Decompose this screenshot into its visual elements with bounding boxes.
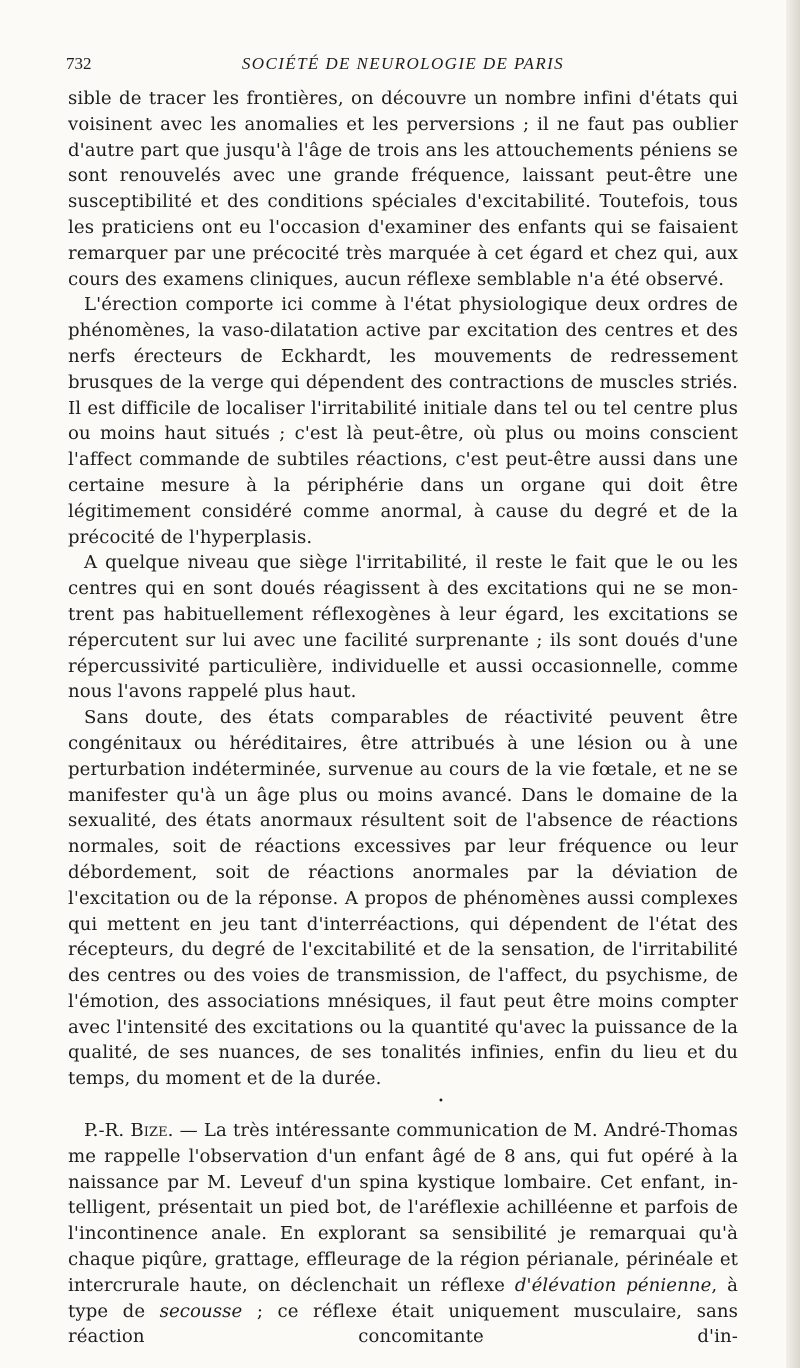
paragraph-erection: L'érection comporte ici comme à l'état physiologique deux ordres de phénomènes, la vaso-dilatation active par excitation des centres et des nerfs érecteurs de Eckhardt, les mouvements de redressement brusques de la verge qui dépendent des contractions de muscles striés. Il est difficile de localiser l'irritabilité initiale dans tel ou tel centre plus ou moins haut situés ; c'est là peut-être, où plus ou moins conscient l'affect commande de subtiles réactions, c'est peut-être aussi dans une certaine mesure à la périphérie dans un organe qui doit être légitimement considéré comme anormal, à cause du degré et de la précocité de l'hyperplasis. xyxy=(68,294,738,548)
article-body xyxy=(68,86,738,1350)
discussion-text-part-1: La très intéressante communication de M. André-Thomas me rappelle l'observation d'un enfant âgé de 8 ans, qui fut opéré à la naissance par M. Leveuf d'un spina kystique lombaire. Cet enfant, intelligent, présentait un pied bot, de l'aréflexie achilléenne et parfois de l'incontinence anale. En explorant sa sensibilité je remarquai qu'à chaque piqûre, grattage, effleurage de la région périanale, périnéale et intercrurale haute, on déclenchait un réflexe xyxy=(68,1120,738,1296)
discussion-italic-term-2: secousse xyxy=(159,1300,243,1322)
discussion-italic-term-1: d'élévation pénienne xyxy=(514,1274,712,1296)
discussion-paragraph xyxy=(68,1118,738,1350)
section-separator xyxy=(68,1092,738,1118)
page-number: 732 xyxy=(66,54,92,73)
discussion-speaker: P.-R. Bize. xyxy=(84,1120,174,1142)
discussion-text-part-3: ; ce réflexe était uniquement musculaire, sans réaction concomitante d'in- xyxy=(68,1300,738,1348)
paragraph-irritability: A quelque niveau que siège l'irritabilité, il reste le fait que le ou les centres qui en sont doués réagissent à des excitations qui ne se montrent pas habituellement réflexogènes à leur égard, les excitations se répercutent sur lui avec une facilité surprenante ; ils sont doués d'une répercussivité particulière, individuelle et aussi occasionnelle, comme nous l'avons rappelé plus haut. xyxy=(68,552,738,703)
journal-title: SOCIÉTÉ DE NEUROLOGIE DE PARIS xyxy=(241,54,565,73)
running-head xyxy=(66,52,740,78)
page-gutter-shadow xyxy=(786,0,800,1368)
discussion-dash: — xyxy=(173,1120,204,1142)
separator-dot: • xyxy=(438,1096,444,1108)
paragraph-continuation: sible de tracer les frontières, on découvre un nombre infini d'états qui voisinent avec les anomalies et les perversions ; il ne faut pas oublier d'autre part que jusqu'à l'âge de trois ans les attouchements péniens se sont renouvelés avec une grande fréquence, laissant peut-être une susceptibilité et des conditions spéciales d'excitabilité. Toutefois, tous les praticiens ont eu l'occasion d'examiner des enfants qui se faisaient remarquer par une précocité très marquée à cet égard et chez qui, aux cours des examens cliniques, aucun réflexe semblable n'a été observé. xyxy=(68,88,738,290)
paragraph-reactivity: Sans doute, des états comparables de réactivité peuvent être congénitaux ou héréditaires, être attribués à une lésion ou à une perturbation indéterminée, survenue au cours de la vie fœtale, et ne se manifester qu'à un âge plus ou moins avancé. Dans le domaine de la sexualité, des états anormaux résultent soit de l'absence de réactions normales, soit de réactions excessives par leur fréquence ou leur débordement, soit de réactions anormales par la déviation de l'excitation ou de la réponse. A propos de phénomènes aussi complexes qui mettent en jeu tant d'interréactions, qui dépendent de l'état des récepteurs, du degré de l'excitabilité et de la sensation, de l'irritabilité des centres ou des voies de transmission, de l'affect, du psychisme, de l'émotion, des associations mnésiques, il faut peut être moins compter avec l'intensité des excitations ou la quantité qu'avec la puissance de la qualité, de ses nuances, de ses tonalités infinies, enfin du lieu et du temps, du moment et de la durée. xyxy=(68,707,738,1090)
discussion-text-part-2: , à type de xyxy=(68,1274,739,1322)
